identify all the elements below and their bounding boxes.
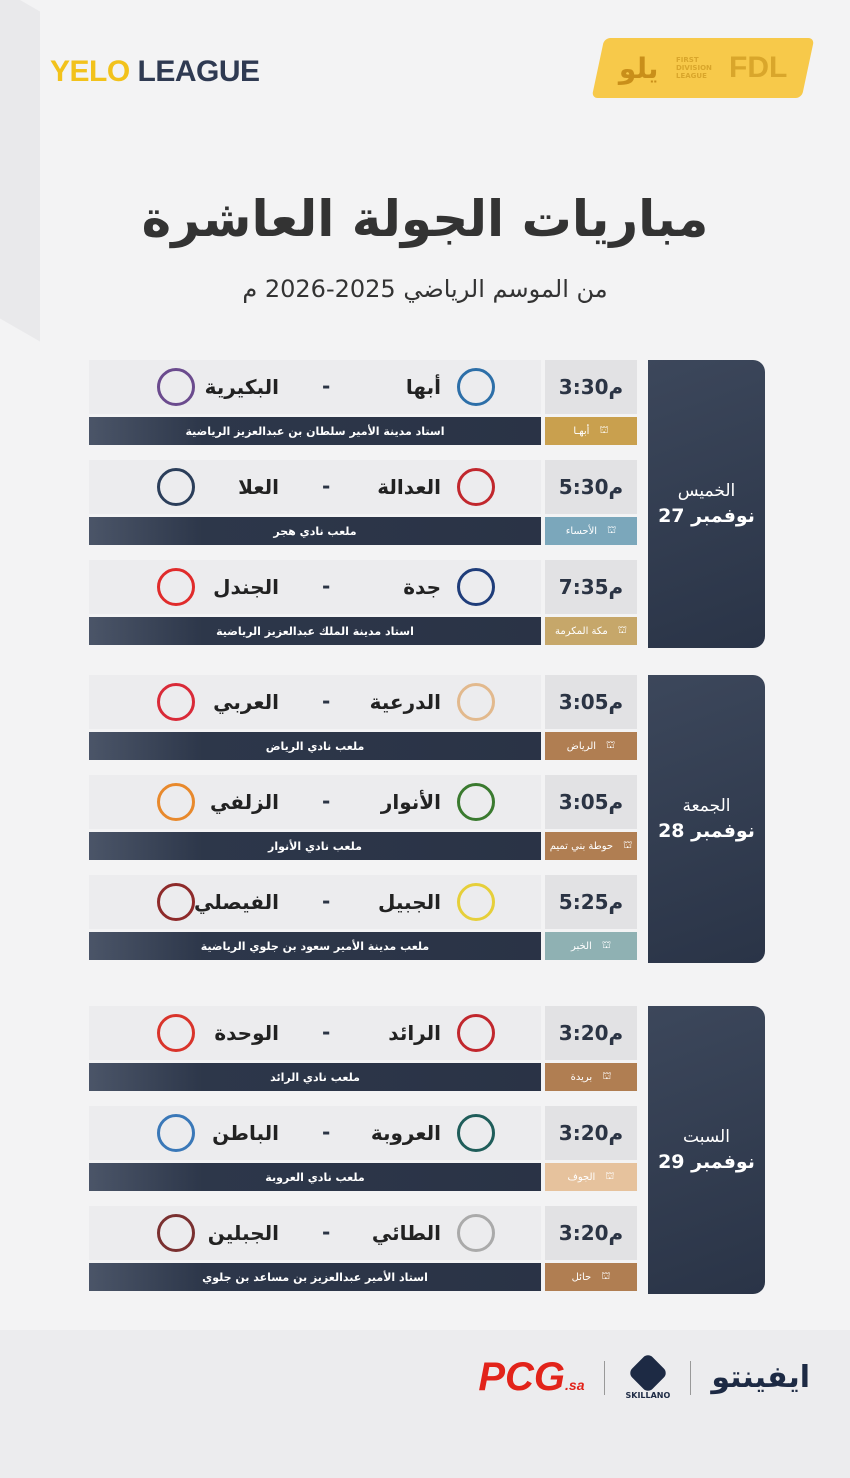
away-team-logo-icon — [157, 683, 195, 721]
day-date: 28 نوفمبر — [658, 820, 755, 842]
landmark-icon: ⛫ — [599, 424, 609, 436]
match-time: 3:05م — [545, 775, 637, 829]
match-teams — [89, 360, 541, 414]
stadium-name: ملعب نادي العروبة — [89, 1163, 541, 1191]
city-name: الأحساء — [565, 525, 598, 537]
footer-background — [0, 1330, 850, 1478]
home-team-name: الأنوار — [380, 790, 441, 814]
skillano-logo — [625, 1355, 670, 1400]
day-name: الخميس — [677, 481, 736, 501]
stadium-name: استاد مدينة الأمير سلطان بن عبدالعزيز الرياضية — [89, 417, 541, 445]
match-time: 3:20م — [545, 1006, 637, 1060]
match-time: 3:20م — [545, 1106, 637, 1160]
fdl-logo — [592, 38, 815, 98]
city-badge — [545, 1263, 637, 1291]
match-teams — [89, 875, 541, 929]
landmark-icon: ⛫ — [617, 624, 627, 636]
away-team-name: الجندل — [213, 575, 279, 599]
city-badge — [545, 617, 637, 645]
stadium-name: استاد مدينة الملك عبدالعزيز الرياضية — [89, 617, 541, 645]
versus-dash: - — [322, 1220, 331, 1244]
stadium-name: ملعب نادي هجر — [89, 517, 541, 545]
landmark-icon: ⛫ — [607, 524, 617, 536]
home-team-name: أبها — [405, 375, 441, 399]
home-team-logo-icon — [457, 568, 495, 606]
logo-yelo-text: YELO — [50, 55, 130, 88]
away-team-name: البكيرية — [204, 375, 279, 399]
stadium-name: استاد الأمير عبدالعزيز بن مساعد بن جلوي — [89, 1263, 541, 1291]
city-badge — [545, 1063, 637, 1091]
city-name: الجوف — [567, 1171, 596, 1183]
pcg-text: PCG — [478, 1355, 566, 1399]
city-badge — [545, 417, 637, 445]
versus-dash: - — [322, 474, 331, 498]
match-time: 3:05م — [545, 675, 637, 729]
away-team-logo-icon — [157, 883, 195, 921]
day-group — [88, 360, 766, 648]
versus-dash: - — [322, 689, 331, 713]
match-teams — [89, 460, 541, 514]
day-name: الجمعة — [682, 796, 731, 816]
home-team-name: الطائي — [371, 1221, 441, 1245]
divider — [604, 1361, 605, 1395]
home-team-logo-icon — [457, 468, 495, 506]
match-teams — [89, 1006, 541, 1060]
versus-dash: - — [322, 1020, 331, 1044]
city-badge — [545, 732, 637, 760]
page-subtitle: من الموسم الرياضي 2025-2026 م — [242, 275, 608, 303]
match-time: 3:20م — [545, 1206, 637, 1260]
match-teams — [89, 1106, 541, 1160]
match-row[interactable] — [88, 1206, 638, 1292]
versus-dash: - — [322, 889, 331, 913]
versus-dash: - — [322, 574, 331, 598]
fdl-logo-big: FDL — [728, 51, 788, 84]
page-title: مباريات الجولة العاشرة — [141, 190, 709, 248]
away-team-name: الوحدة — [214, 1021, 279, 1045]
match-teams — [89, 1206, 541, 1260]
skillano-icon — [628, 1353, 669, 1394]
day-panel — [648, 360, 765, 648]
versus-dash: - — [322, 789, 331, 813]
landmark-icon: ⛫ — [605, 1170, 615, 1182]
home-team-logo-icon — [457, 1114, 495, 1152]
home-team-name: جدة — [403, 575, 441, 599]
away-team-name: الجبلين — [207, 1221, 279, 1245]
stadium-name: ملعب مدينة الأمير سعود بن جلوي الرياضية — [89, 932, 541, 960]
city-name: الرياض — [566, 740, 597, 752]
city-badge — [545, 1163, 637, 1191]
home-team-name: الدرعية — [369, 690, 441, 714]
home-team-logo-icon — [457, 783, 495, 821]
away-team-name: الباطن — [212, 1121, 279, 1145]
sponsors — [478, 1355, 810, 1400]
divider — [690, 1361, 691, 1395]
match-row[interactable] — [88, 875, 638, 961]
away-team-name: الزلفي — [210, 790, 279, 814]
skillano-text: SKILLANO — [625, 1391, 671, 1400]
pcg-suffix: .sa — [565, 1377, 585, 1393]
versus-dash: - — [322, 374, 331, 398]
away-team-logo-icon — [157, 368, 195, 406]
match-time: 5:25م — [545, 875, 637, 929]
stadium-name: ملعب نادي الرائد — [89, 1063, 541, 1091]
day-group — [88, 675, 766, 963]
stadium-name: ملعب نادي الرياض — [89, 732, 541, 760]
fdl-logo-small: FIRST DIVISION LEAGUE — [675, 56, 712, 80]
city-badge — [545, 832, 637, 860]
fdl-logo-arabic: يلو — [618, 51, 659, 85]
home-team-logo-icon — [457, 1214, 495, 1252]
match-row[interactable] — [88, 775, 638, 861]
day-group — [88, 1006, 766, 1294]
city-name: حائل — [571, 1271, 592, 1283]
home-team-logo-icon — [457, 1014, 495, 1052]
city-name: مكة المكرمة — [555, 625, 608, 637]
home-team-name: الجبيل — [378, 890, 441, 914]
match-time: 3:30م — [545, 360, 637, 414]
eventoo-logo: ايفينتو — [711, 1360, 810, 1395]
match-row[interactable] — [88, 560, 638, 646]
match-row[interactable] — [88, 675, 638, 761]
landmark-icon: ⛫ — [601, 939, 612, 951]
home-team-name: العدالة — [377, 475, 441, 499]
day-panel — [648, 1006, 765, 1294]
match-row[interactable] — [88, 1006, 638, 1092]
match-teams — [89, 775, 541, 829]
day-date: 29 نوفمبر — [658, 1151, 755, 1173]
home-team-name: الرائد — [388, 1021, 441, 1045]
stadium-name: ملعب نادي الأنوار — [89, 832, 541, 860]
versus-dash: - — [322, 1120, 331, 1144]
match-row[interactable] — [88, 1106, 638, 1192]
logo-league-text: LEAGUE — [137, 55, 260, 88]
landmark-icon: ⛫ — [602, 1070, 612, 1082]
away-team-logo-icon — [157, 783, 195, 821]
match-time: 5:30م — [545, 460, 637, 514]
match-time: 7:35م — [545, 560, 637, 614]
yelo-league-logo — [50, 55, 260, 89]
home-team-name: العروبة — [370, 1121, 441, 1145]
day-date: 27 نوفمبر — [658, 505, 755, 527]
away-team-logo-icon — [157, 468, 195, 506]
city-name: بريدة — [570, 1071, 593, 1083]
match-teams — [89, 675, 541, 729]
pcg-logo — [478, 1355, 584, 1400]
city-badge — [545, 517, 637, 545]
away-team-logo-icon — [157, 1214, 195, 1252]
away-team-logo-icon — [157, 568, 195, 606]
match-row[interactable] — [88, 360, 638, 446]
day-name: السبت — [683, 1127, 730, 1147]
match-teams — [89, 560, 541, 614]
away-team-name: الفيصلي — [193, 890, 279, 914]
city-name: الخبر — [570, 940, 592, 952]
city-name: أبهـا — [573, 425, 590, 437]
away-team-logo-icon — [157, 1014, 195, 1052]
city-name: حوطة بني تميم — [549, 840, 614, 852]
home-team-logo-icon — [457, 883, 495, 921]
away-team-name: العربي — [213, 690, 279, 714]
home-team-logo-icon — [457, 368, 495, 406]
away-team-name: العلا — [238, 475, 279, 499]
match-row[interactable] — [88, 460, 638, 546]
landmark-icon: ⛫ — [601, 1270, 611, 1282]
day-panel — [648, 675, 765, 963]
landmark-icon: ⛫ — [606, 739, 616, 751]
away-team-logo-icon — [157, 1114, 195, 1152]
city-badge — [545, 932, 637, 960]
home-team-logo-icon — [457, 683, 495, 721]
landmark-icon: ⛫ — [623, 839, 633, 851]
